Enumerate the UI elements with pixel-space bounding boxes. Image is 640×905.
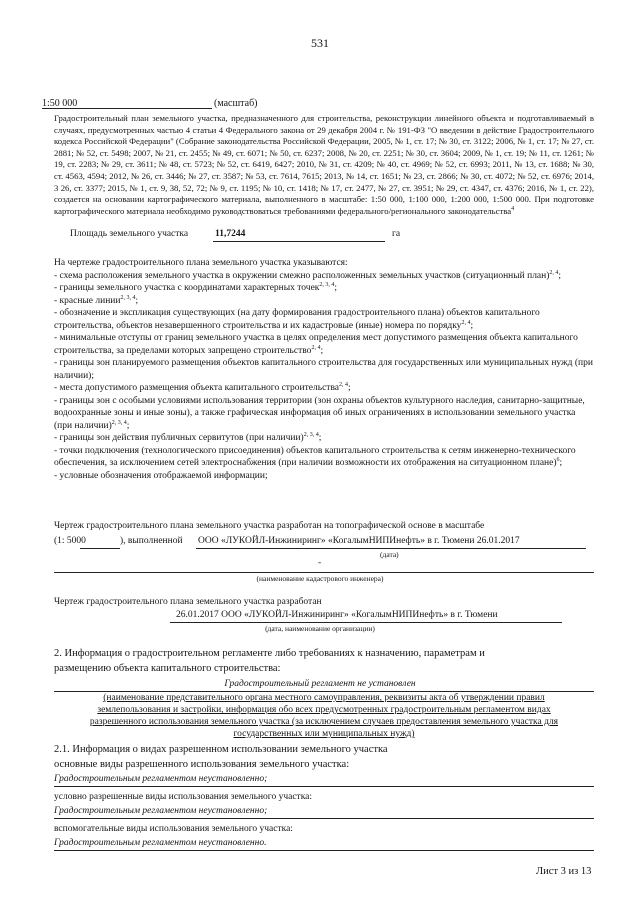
- drawing-list-item-text: - минимальные отступы от границ земельного участка в целях определения мест допустимого размещения объекта капитального строительства, за пределами которых запрещено строительство: [54, 333, 578, 356]
- drawing-list-item: [54, 357, 594, 382]
- section21-conditional-label: условно разрешенные виды использования земельного участка:: [54, 792, 313, 802]
- engineer-underline: [54, 572, 594, 573]
- drawing-list-item: [54, 432, 594, 445]
- drawing-list-item-footnote: 2, 3, 4: [111, 419, 127, 426]
- section21-main-value: Градостроительным регламентом неустановленно;: [54, 774, 268, 784]
- drawing-list-item-tail: ;: [470, 320, 474, 331]
- topo-scale-underline: [80, 548, 120, 549]
- section2-underline: [54, 691, 594, 692]
- area-label: Площадь земельного участка: [70, 229, 189, 239]
- topo-dash: -: [318, 558, 322, 568]
- drawing-list-item-text: - места допустимого размещения объекта капитального строительства: [54, 383, 340, 393]
- drawing-list-item: [54, 282, 594, 295]
- topo-date-caption: (дата): [380, 550, 399, 559]
- drawing-list-item-text: - границы зон планируемого размещения объектов капитального строительства для государственных или муниципальных нужд (при наличии);: [54, 358, 593, 381]
- section21-auxiliary-underline: [54, 850, 594, 851]
- drawing-list-item-footnote: 2, 3, 4: [303, 432, 319, 438]
- intro-footnote: 4: [511, 205, 515, 212]
- developed-line: Чертеж градостроительного плана земельного участка разработан: [54, 597, 322, 607]
- section2-note-2: землепользования и застройки, информация обо всех предусмотренных градостроительным регламентом видах: [97, 705, 551, 715]
- engineer-caption: (наименование кадастрового инженера): [256, 574, 384, 583]
- drawing-list-item-text: - границы зон с особыми условиями использования территории (зон охраны объектов культурного наследия, санитарно-защитные, водоохранные зоны и иные зоны), а также графическая информация об иных ограничениях в использовании земельного участка (при наличии): [54, 395, 585, 431]
- drawing-list-item-footnote: 2, 3, 4: [120, 294, 136, 301]
- drawing-list-item-footnote: 6: [556, 457, 560, 463]
- area-unit: га: [392, 229, 401, 239]
- drawing-list-item: [54, 382, 594, 395]
- drawing-list-item-tail: ;: [334, 283, 338, 293]
- section21-auxiliary-value: Градостроительным регламентом неустановленно.: [54, 838, 267, 848]
- section21-auxiliary-label: вспомогательные виды использования земельного участка:: [54, 824, 293, 834]
- drawing-list-item: [54, 395, 594, 433]
- developed-caption: (дата, наименование организации): [265, 624, 375, 633]
- drawing-list-item-text: - красные линии: [54, 295, 121, 306]
- developed-underline: [170, 622, 562, 623]
- scale-value: 1:50 000: [42, 98, 78, 109]
- drawing-list-item-footnote: 2, 4: [461, 319, 471, 326]
- drawing-list-item: [54, 270, 594, 283]
- section2-value: Градостроительный регламент не установлен: [224, 679, 416, 689]
- drawing-list-item: [54, 445, 594, 470]
- drawing-list-item-tail: ;: [559, 458, 563, 468]
- drawing-list-item-tail: ;: [135, 295, 139, 306]
- drawing-list-item: [54, 295, 594, 308]
- section2-note-4: государственных или муниципальных нужд): [233, 729, 415, 739]
- drawing-list-item-footnote: 2, 4: [339, 382, 349, 388]
- sheet-number: Лист 3 из 13: [536, 866, 592, 877]
- drawing-list-item-text: - границы зон действия публичных сервитутов (при наличии): [54, 433, 304, 443]
- area-value: 11,7244: [215, 229, 246, 239]
- drawing-list-item-tail: ;: [558, 270, 562, 281]
- drawing-list-item: [54, 307, 594, 332]
- drawing-list-item-text: - условные обозначения отображаемой информации;: [54, 470, 268, 481]
- topo-performer-underline: [196, 548, 586, 549]
- page-number: 531: [311, 36, 329, 50]
- drawing-list-item-text: - обозначение и экспликация существующих (на дату формирования градостроительного плана) объектов капитального строительства, объектов незавершенного строительства и их кадастровые (иные) номера по порядку: [54, 308, 540, 331]
- intro-paragraph: [54, 113, 594, 217]
- section2-heading-2: размещению объекта капитального строительства:: [54, 663, 281, 674]
- drawing-list-item-text: - точки подключения (технологического присоединения) объектов капитального строительства к сетям инженерно-технического обеспечения, за исключением сетей электроснабжения (при наличии возможности их отображения на ситуационном плане): [54, 445, 576, 468]
- drawing-list-items: [54, 270, 594, 483]
- section21-conditional-underline: [54, 818, 594, 819]
- section21-main-label: основные виды разрешенного использования земельного участка:: [54, 759, 350, 770]
- drawing-list: [54, 257, 594, 482]
- section21-conditional-value: Градостроительным регламентом неустановленно;: [54, 806, 268, 816]
- developed-value: 26.01.2017 ООО «ЛУКОЙЛ-Инжиниринг» «КогалымНИПИнефть» в г. Тюмени: [176, 610, 498, 620]
- drawing-list-item-footnote: 2, 4: [311, 344, 321, 351]
- intro-text: Градостроительный план земельного участка, предназначенного для строительства, реконструкции линейного объекта и подготавливаемый в случаях, предусмотренных частью 4 статьи 4 Федерального закона от 29 декабря 2004 г. № 191-ФЗ "О введении в действие Градостроительного кодекса Российской Федерации" (Собрание законодательства Российской Федерации, 2005, № 1, ст. 17; № 30, ст. 3122; 2006, № 1, ст. 17; № 27, ст. 2881; № 52, ст. 5498; 2007, № 21, ст. 2455; № 49, ст. 6071; № 50, ст. 6237; 2008, № 20, ст. 2251; № 30, ст. 3604; 2009, № 1, ст. 19; № 11, ст. 1261; № 19, ст. 2283; № 29, ст. 3611; № 48, ст. 5723; № 52, ст. 6419, 6427; 2010, № 31, ст. 4209; № 40, ст. 4969; № 52, ст. 6993; 2011, № 13, ст. 1688; № 30, ст. 4563, 4594; 2012, № 26, ст. 3446; № 27, ст. 3587; № 53, ст. 7614, 7615; 2013, № 14, ст. 1651; № 23, ст. 2866; № 30, ст. 4072; № 52, ст. 6976; 2014, 3 26, ст. 3377; 2015, № 1, ст. 9, 38, 52, 72; № 9, ст. 1195; № 10, ст. 1418; № 17, ст. 2477, № 27, ст. 3951; № 29, ст. 4347, ст. 4376; 2016, № 1, ст. 22), создается на основании картографического материала, выполненного в масштабе: 1:50 000, 1:100 000, 1:200 000, 1:500 000. При подготовке картографического материала необходимо руководствоваться требованиями федерального/регионального законодательства: [54, 113, 594, 216]
- section2-heading-1: 2. Информация о градостроительном регламенте либо требованиях к назначению, параметрам и: [54, 648, 485, 659]
- drawing-list-item: [54, 470, 594, 483]
- drawing-list-item-tail: ;: [348, 383, 351, 393]
- drawing-list-item-text: - схема расположения земельного участка в окружении смежно расположенных земельных участков (ситуационный план): [54, 270, 550, 281]
- drawing-list-heading: На чертеже градостроительного плана земельного участка указываются:: [54, 258, 348, 268]
- drawing-list-item-tail: ;: [126, 420, 130, 431]
- section2-note-3: разрешенного использования земельного участка (за исключением случаев предоставления земельного участка для: [89, 717, 559, 727]
- section2-note-1: (наименование представительного органа местного самоуправления, реквизиты акта об утверждении правил: [103, 693, 545, 703]
- area-underline: [213, 241, 385, 242]
- section21-heading: 2.1. Информация о видах разрешенном использовании земельного участка: [54, 744, 388, 755]
- drawing-list-item-text: - границы земельного участка с координатами характерных точек: [54, 283, 320, 293]
- scale-label: (масштаб): [214, 98, 258, 109]
- topo-performer: ООО «ЛУКОЙЛ-Инжиниринг» «КогалымНИПИнефть» в г. Тюмени 26.01.2017: [198, 536, 520, 546]
- section21-main-underline: [54, 786, 594, 787]
- drawing-list-item-footnote: 2, 3, 4: [319, 282, 335, 288]
- topo-scale: (1: 5000: [54, 536, 86, 546]
- drawing-list-item: [54, 332, 594, 357]
- drawing-list-item-tail: ;: [318, 433, 322, 443]
- drawing-list-item-footnote: 2, 4: [549, 269, 559, 276]
- topo-scale-close: ), выполненной: [120, 536, 183, 546]
- scale-underline: [42, 108, 212, 109]
- topo-line: Чертеж градостроительного плана земельного участка разработан на топографической основе в масштабе: [54, 521, 485, 531]
- drawing-list-item-tail: ;: [320, 345, 324, 356]
